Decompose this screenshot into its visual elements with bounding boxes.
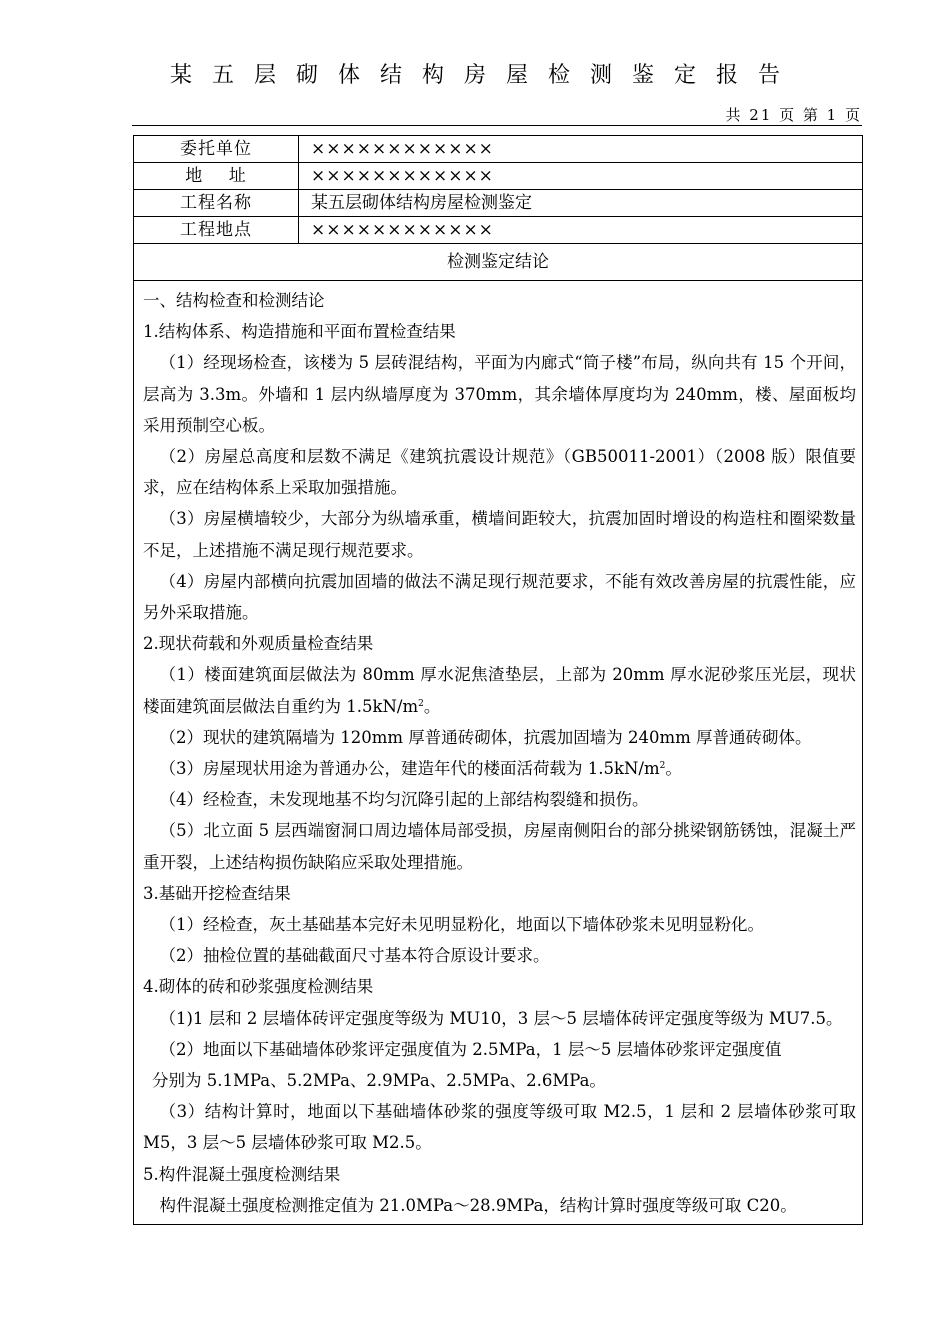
subsection-heading: 2.现状荷载和外观质量检查结果 xyxy=(143,634,374,654)
address-label: 地 址 xyxy=(134,163,299,190)
paragraph: （3）结构计算时，地面以下基础墙体砂浆的强度等级可取 M2.5，1 层和 2 层墙体砂浆可取 M5，3 层～5 层墙体砂浆可取 M2.5。 xyxy=(143,1102,856,1153)
paragraph: （2）现状的建筑隔墙为 120mm 厚普通砖砌体，抗震加固墙为 240mm 厚普通砖砌体。 xyxy=(159,727,812,747)
paragraph: （2）抽检位置的基础截面尺寸基本符合原设计要求。 xyxy=(159,946,550,966)
paragraph xyxy=(143,659,856,721)
paragraph xyxy=(143,753,856,784)
paragraph: （1）经现场检查，该楼为 5 层砖混结构，平面为内廊式“筒子楼”布局，纵向共有 15 个开间，层高为 3.3m。外墙和 1 层内纵墙厚度为 370mm，其余墙体厚度均为 240mm，楼、屋面板均采用预制空心板。 xyxy=(143,353,856,435)
conclusion-body xyxy=(134,281,862,1221)
info-row-project-name xyxy=(134,190,862,217)
subsection-heading: 3.基础开挖检查结果 xyxy=(143,883,291,903)
report-title: 某五层砌体结构房屋检测鉴定报告 xyxy=(169,63,800,88)
info-row-project-location xyxy=(134,217,862,244)
paragraph: （4）经检查，未发现地基不均匀沉降引起的上部结构裂缝和损伤。 xyxy=(159,790,649,810)
report-frame xyxy=(133,135,863,1225)
info-row-client xyxy=(134,136,862,163)
paragraph: （2）房屋总高度和层数不满足《建筑抗震设计规范》（GB50011-2001）（2008 版）限值要求，应在结构体系上采取加强措施。 xyxy=(143,447,856,498)
info-row-address xyxy=(134,163,862,190)
project-name-value: 某五层砌体结构房屋检测鉴定 xyxy=(299,190,863,217)
section-heading: 一、结构检查和检测结论 xyxy=(143,291,325,310)
paragraph-continuation: 分别为 5.1MPa、5.2MPa、2.9MPa、2.5MPa、2.6MPa。 xyxy=(152,1071,606,1091)
project-info-table xyxy=(134,136,862,244)
paragraph-text: （1）楼面建筑面层做法为 80mm 厚水泥焦渣垫层，上部为 20mm 厚水泥砂浆压光层，现状楼面建筑面层做法自重约为 1.5kN/m xyxy=(143,665,856,716)
page-counter: 共 21 页 第 1 页 xyxy=(725,106,862,124)
paragraph: （1)1 层和 2 层墙体砖评定强度等级为 MU10，3 层～5 层墙体砖评定强度等级为 MU7.5。 xyxy=(159,1008,843,1028)
paragraph: （1）经检查，灰土基础基本完好未见明显粉化，地面以下墙体砂浆未见明显粉化。 xyxy=(159,915,764,935)
subsection-heading: 1.结构体系、构造措施和平面布置检查结果 xyxy=(143,322,456,342)
conclusion-heading: 检测鉴定结论 xyxy=(134,244,862,281)
project-location-value: ×××××××××××× xyxy=(299,217,863,244)
paragraph-text: 。 xyxy=(665,759,682,779)
superscript: 2 xyxy=(418,698,424,709)
subsection-heading: 4.砌体的砖和砂浆强度检测结果 xyxy=(143,977,374,997)
project-name-label: 工程名称 xyxy=(134,190,299,217)
paragraph: （5）北立面 5 层西端窗洞口周边墙体局部受损，房屋南侧阳台的部分挑梁钢筋锈蚀，混凝土严重开裂，上述结构损伤缺陷应采取处理措施。 xyxy=(143,821,856,872)
header-divider xyxy=(132,125,862,126)
paragraph-text: 。 xyxy=(423,696,441,716)
client-label: 委托单位 xyxy=(134,136,299,163)
client-value: ×××××××××××× xyxy=(299,136,863,163)
paragraph: （3）房屋横墙较少，大部分为纵墙承重，横墙间距较大，抗震加固时增设的构造柱和圈梁数量不足，上述措施不满足现行规范要求。 xyxy=(143,509,856,560)
paragraph: （2）地面以下基础墙体砂浆评定强度值为 2.5MPa，1 层～5 层墙体砂浆评定强度值 xyxy=(159,1039,782,1059)
project-location-label: 工程地点 xyxy=(134,217,299,244)
paragraph: （4）房屋内部横向抗震加固墙的做法不满足现行规范要求，不能有效改善房屋的抗震性能，应另外采取措施。 xyxy=(143,571,856,623)
paragraph: 构件混凝土强度检测推定值为 21.0MPa～28.9MPa，结构计算时强度等级可取 C20。 xyxy=(159,1195,797,1215)
paragraph-text: （3）房屋现状用途为普通办公，建造年代的楼面活荷载为 1.5kN/m xyxy=(159,759,660,779)
subsection-heading: 5.构件混凝土强度检测结果 xyxy=(143,1164,341,1184)
address-value: ×××××××××××× xyxy=(299,163,863,190)
superscript: 2 xyxy=(659,761,666,772)
